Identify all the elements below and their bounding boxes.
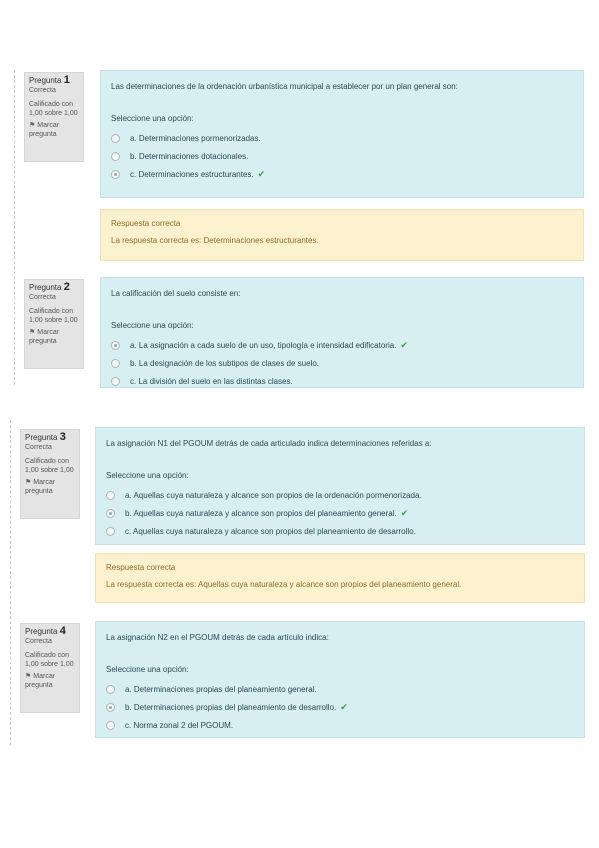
answer-prompt: Seleccione una opción: bbox=[111, 321, 194, 330]
answer-option[interactable]: b. Determinaciones dotacionales. bbox=[111, 147, 573, 165]
radio-button[interactable] bbox=[106, 509, 115, 518]
flag-icon: ⚑ bbox=[29, 329, 36, 336]
check-icon: ✔ bbox=[400, 507, 409, 518]
answer-option[interactable]: b. La designación de los subtipos de clases de suelo. bbox=[111, 354, 573, 372]
feedback-panel-3 bbox=[95, 553, 585, 603]
feedback-title: Respuesta correcta bbox=[106, 563, 176, 572]
question-state: Correcta bbox=[25, 638, 52, 645]
check-icon: ✔ bbox=[400, 339, 408, 350]
feedback-text: La respuesta correcta es: Aquellas cuya naturaleza y alcance son propios del planeamiento general. bbox=[106, 580, 462, 589]
answer-option[interactable]: b. Aquellas cuya naturaleza y alcance son propios del planeamiento general. ✔ bbox=[106, 504, 574, 522]
question-content-4 bbox=[95, 621, 585, 738]
flag-question-link[interactable]: ⚑ Marcar pregunta bbox=[29, 122, 60, 138]
answer-option[interactable]: c. Norma zonal 2 del PGOUM. bbox=[106, 716, 574, 734]
question-state: Correcta bbox=[29, 294, 56, 301]
question-state: Correcta bbox=[25, 444, 52, 451]
flag-icon: ⚑ bbox=[25, 479, 32, 486]
feedback-title: Respuesta correcta bbox=[111, 219, 181, 228]
answer-prompt: Seleccione una opción: bbox=[111, 114, 194, 123]
flag-icon: ⚑ bbox=[25, 673, 32, 680]
question-grade: Calificado con 1,00 sobre 1,00 bbox=[29, 101, 78, 117]
radio-button[interactable] bbox=[111, 359, 120, 368]
question-number: Pregunta 2 bbox=[29, 281, 70, 293]
question-text: La calificación del suelo consiste en: bbox=[111, 289, 241, 298]
left-guide-line bbox=[14, 70, 15, 385]
feedback-text: La respuesta correcta es: Determinaciones estructurantes. bbox=[111, 236, 319, 245]
question-state: Correcta bbox=[29, 87, 56, 94]
flag-question-link[interactable]: ⚑ Marcar pregunta bbox=[29, 329, 60, 345]
question-number: Pregunta 1 bbox=[29, 74, 70, 86]
radio-button[interactable] bbox=[106, 527, 115, 536]
answer-option[interactable]: a. Determinaciones pormenorizadas. bbox=[111, 129, 573, 147]
radio-button[interactable] bbox=[111, 341, 120, 350]
radio-button[interactable] bbox=[106, 721, 115, 730]
radio-button[interactable] bbox=[106, 685, 115, 694]
question-text: Las determinaciones de la ordenación urbanística municipal a establecer por un plan general son: bbox=[111, 82, 458, 91]
answer-option[interactable]: a. Aquellas cuya naturaleza y alcance son propios de la ordenación pormenorizada. bbox=[106, 486, 574, 504]
radio-button[interactable] bbox=[106, 703, 115, 712]
question-grade: Calificado con 1,00 sobre 1,00 bbox=[25, 458, 74, 474]
answer-option[interactable]: c. Aquellas cuya naturaleza y alcance son propios del planeamiento de desarrollo. bbox=[106, 522, 574, 540]
radio-button[interactable] bbox=[111, 377, 120, 386]
answer-option[interactable]: b. Determinaciones propias del planeamiento de desarrollo. ✔ bbox=[106, 698, 574, 716]
question-number: Pregunta 4 bbox=[25, 625, 66, 637]
flag-icon: ⚑ bbox=[29, 122, 36, 129]
question-grade: Calificado con 1,00 sobre 1,00 bbox=[25, 652, 74, 668]
check-icon: ✔ bbox=[340, 701, 348, 712]
answer-option[interactable]: a. La asignación a cada suelo de un uso, tipología e intensidad edificatoria. ✔ bbox=[111, 336, 573, 354]
question-content-1 bbox=[100, 70, 584, 198]
question-info-3 bbox=[20, 429, 80, 519]
left-guide-line bbox=[10, 420, 11, 745]
radio-button[interactable] bbox=[106, 491, 115, 500]
answer-option[interactable]: c. La división del suelo en las distintas clases. bbox=[111, 372, 573, 390]
question-info-4 bbox=[20, 623, 80, 713]
answer-prompt: Seleccione una opción: bbox=[106, 665, 189, 674]
question-content-3 bbox=[95, 427, 585, 545]
question-content-2 bbox=[100, 277, 584, 388]
question-number: Pregunta 3 bbox=[25, 431, 66, 443]
flag-question-link[interactable]: ⚑ Marcar pregunta bbox=[25, 673, 56, 689]
question-info-1 bbox=[24, 72, 84, 162]
answer-option[interactable]: c. Determinaciones estructurantes. ✔ bbox=[111, 165, 573, 183]
question-text: La asignación N2 en el PGOUM detrás de cada artículo indica: bbox=[106, 633, 329, 642]
radio-button[interactable] bbox=[111, 170, 120, 179]
check-icon: ✔ bbox=[257, 168, 266, 179]
feedback-panel-1 bbox=[100, 209, 584, 261]
answer-prompt: Seleccione una opción: bbox=[106, 471, 189, 480]
radio-button[interactable] bbox=[111, 134, 120, 143]
question-info-2 bbox=[24, 279, 84, 369]
flag-question-link[interactable]: ⚑ Marcar pregunta bbox=[25, 479, 56, 495]
question-grade: Calificado con 1,00 sobre 1,00 bbox=[29, 308, 78, 324]
radio-button[interactable] bbox=[111, 152, 120, 161]
question-text: La asignación N1 del PGOUM detrás de cada articulado indica determinaciones referidas a: bbox=[106, 439, 432, 448]
answer-option[interactable]: a. Determinaciones propias del planeamiento general. bbox=[106, 680, 574, 698]
